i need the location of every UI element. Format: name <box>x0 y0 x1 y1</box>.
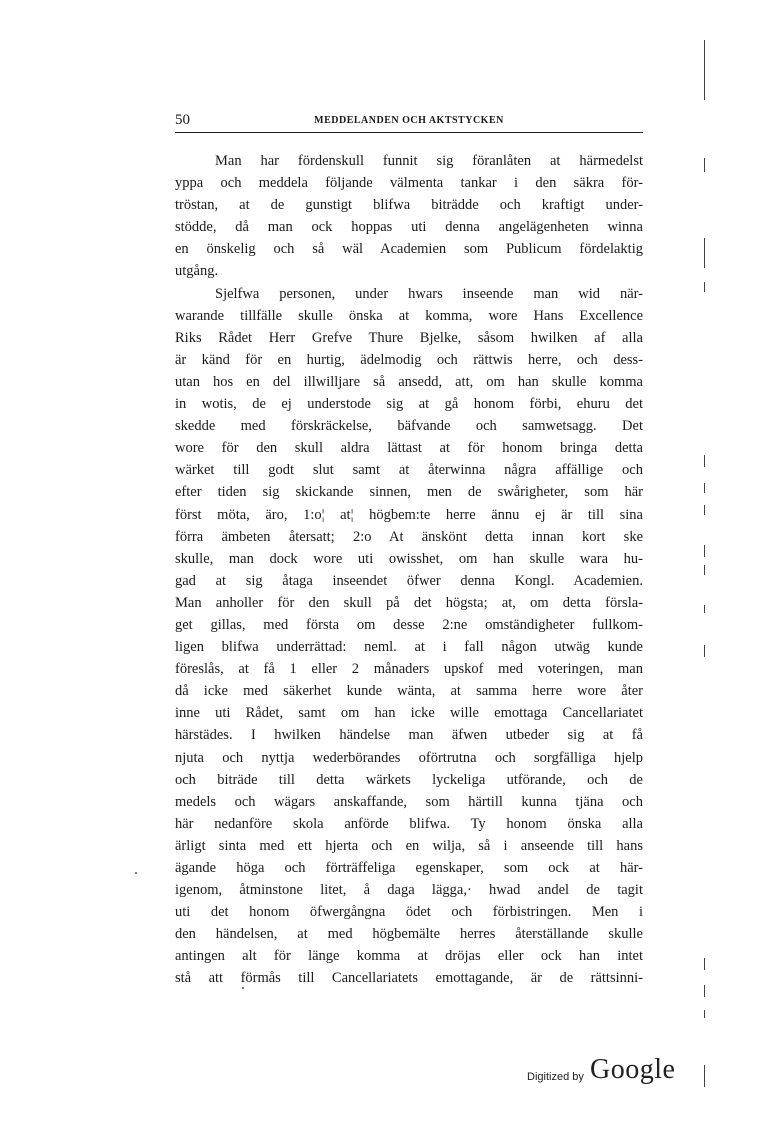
margin-mark <box>704 505 705 515</box>
margin-mark <box>704 455 705 467</box>
text-line: wärket till godt slut samt at återwinna några affällige och <box>175 462 643 479</box>
text-line: härstädes. I hwilken händelse man äfwen utbeder sig at få <box>175 727 643 744</box>
text-line: ligen blifwa underrättad: neml. at i fall någon utwäg kunde <box>175 639 643 656</box>
text-line: Man anholler för den skull på det högsta; at, om detta försla- <box>175 594 643 611</box>
text-line: ägande höga och förträffeliga egenskaper, som ock at här- <box>175 860 643 876</box>
text-line: in wotis, de ej understode sig at gå honom förbi, ehuru det <box>175 396 643 413</box>
watermark-prefix: Digitized by <box>527 1071 584 1083</box>
margin-mark <box>704 565 705 575</box>
body-text <box>175 150 643 990</box>
margin-mark <box>704 605 705 613</box>
text-line: warande tillfälle skulle önska at komma, wore Hans Excellence <box>175 307 643 324</box>
text-line: stå att förmås till Cancellariatets emottagande, är de rättsinni- <box>175 970 643 987</box>
text-line: förra ämbeten återsatt; 2:o At änskönt detta innan kort ske <box>175 528 643 545</box>
text-line: gad at sig åtaga inseendet öfwer denna Kongl. Academien. <box>175 572 643 589</box>
text-line: skulle, man dock wore uti owisshet, om han skulle wara hu- <box>175 550 643 567</box>
margin-mark <box>704 958 705 970</box>
text-line: antingen alt för länge komma at dröjas eller ock han intet <box>175 948 643 965</box>
margin-mark <box>704 645 705 657</box>
text-line: Riks Rådet Herr Grefve Thure Bjelke, såsom hwilken af alla <box>175 329 643 346</box>
digitization-watermark <box>527 1054 687 1094</box>
text-line: inne uti Rådet, samt om han icke wille emottaga Cancellariatet <box>175 705 643 722</box>
margin-mark <box>704 1065 705 1087</box>
running-title: MEDDELANDEN OCH AKTSTYCKEN <box>314 115 504 126</box>
text-line: utgång. <box>175 263 219 280</box>
text-line: ärligt sinta med ett hjerta och en wilja, så i anseende till hans <box>175 837 643 854</box>
margin-mark <box>704 985 705 997</box>
header-rule <box>175 132 643 133</box>
margin-mark <box>704 238 705 268</box>
text-line: yppa och meddela följande välmenta tankar i den säkra för- <box>175 175 643 192</box>
scan-dot <box>135 872 137 874</box>
text-line: här nedanföre skola anförde blifwa. Ty honom önska alla <box>175 815 643 832</box>
text-line: skedde med förskräckelse, bäfvande och samwetsagg. Det <box>175 418 643 435</box>
text-line: get gillas, med första om desse 2:ne omständigheter fullkom- <box>175 616 643 633</box>
text-line: Man har fördenskull funnit sig föranlåten at härmedelst <box>215 153 643 169</box>
text-line: stödde, då man ock hoppas uti denna angelägenheten winna <box>175 219 643 236</box>
text-line: Sjelfwa personen, under hwars inseende man wid när- <box>215 285 643 302</box>
google-logo: Google <box>590 1054 676 1085</box>
text-line: njuta och nyttja wederbörandes oförtrutna och sorgfälliga hjelp <box>175 749 643 766</box>
text-line: igenom, åtminstone litet, å daga lägga,· hwad andel de tagit <box>175 882 643 899</box>
text-line: utan hos en del illwilljare så ansedd, att, om han skulle komma <box>175 373 643 390</box>
text-line: wore för den skull aldra lättast at för honom bringa detta <box>175 440 643 457</box>
margin-mark <box>704 545 705 557</box>
margin-mark <box>704 483 705 493</box>
text-line: tröstan, at de gunstigt blifwa biträdde och kraftigt under- <box>175 197 643 214</box>
text-line: medels och wägars anskaffande, som härtill kunna tjäna och <box>175 793 643 810</box>
text-line: den händelsen, at med högbemälte herres återställande skulle <box>175 926 643 943</box>
scan-dot <box>242 987 244 989</box>
text-line: föreslås, at få 1 eller 2 månaders upskof med voteringen, man <box>175 661 643 678</box>
margin-mark <box>704 40 705 100</box>
text-line: först möta, äro, 1:o¦ at¦ högbem:te herre ännu ej är till sina <box>175 506 643 523</box>
text-line: då icke med säkerhet kunde wänta, at samma herre wore åter <box>175 683 643 700</box>
page-header <box>175 112 643 134</box>
text-line: och biträde till detta wärkets lyckeliga utförande, och de <box>175 771 643 788</box>
margin-mark <box>704 158 705 172</box>
text-line: en önskelig och så wäl Academien som Publicum fördelaktig <box>175 241 643 258</box>
margin-mark <box>704 282 705 292</box>
text-line: är känd för en hurtig, ädelmodig och rättwis herre, och dess- <box>175 351 643 368</box>
text-line: uti det honom öfwergångna ödet och förbistringen. Men i <box>175 904 643 921</box>
page-number: 50 <box>175 112 190 128</box>
margin-mark <box>704 1010 705 1018</box>
text-line: efter tiden sig skickande sinnen, men de swårigheter, som här <box>175 484 643 501</box>
